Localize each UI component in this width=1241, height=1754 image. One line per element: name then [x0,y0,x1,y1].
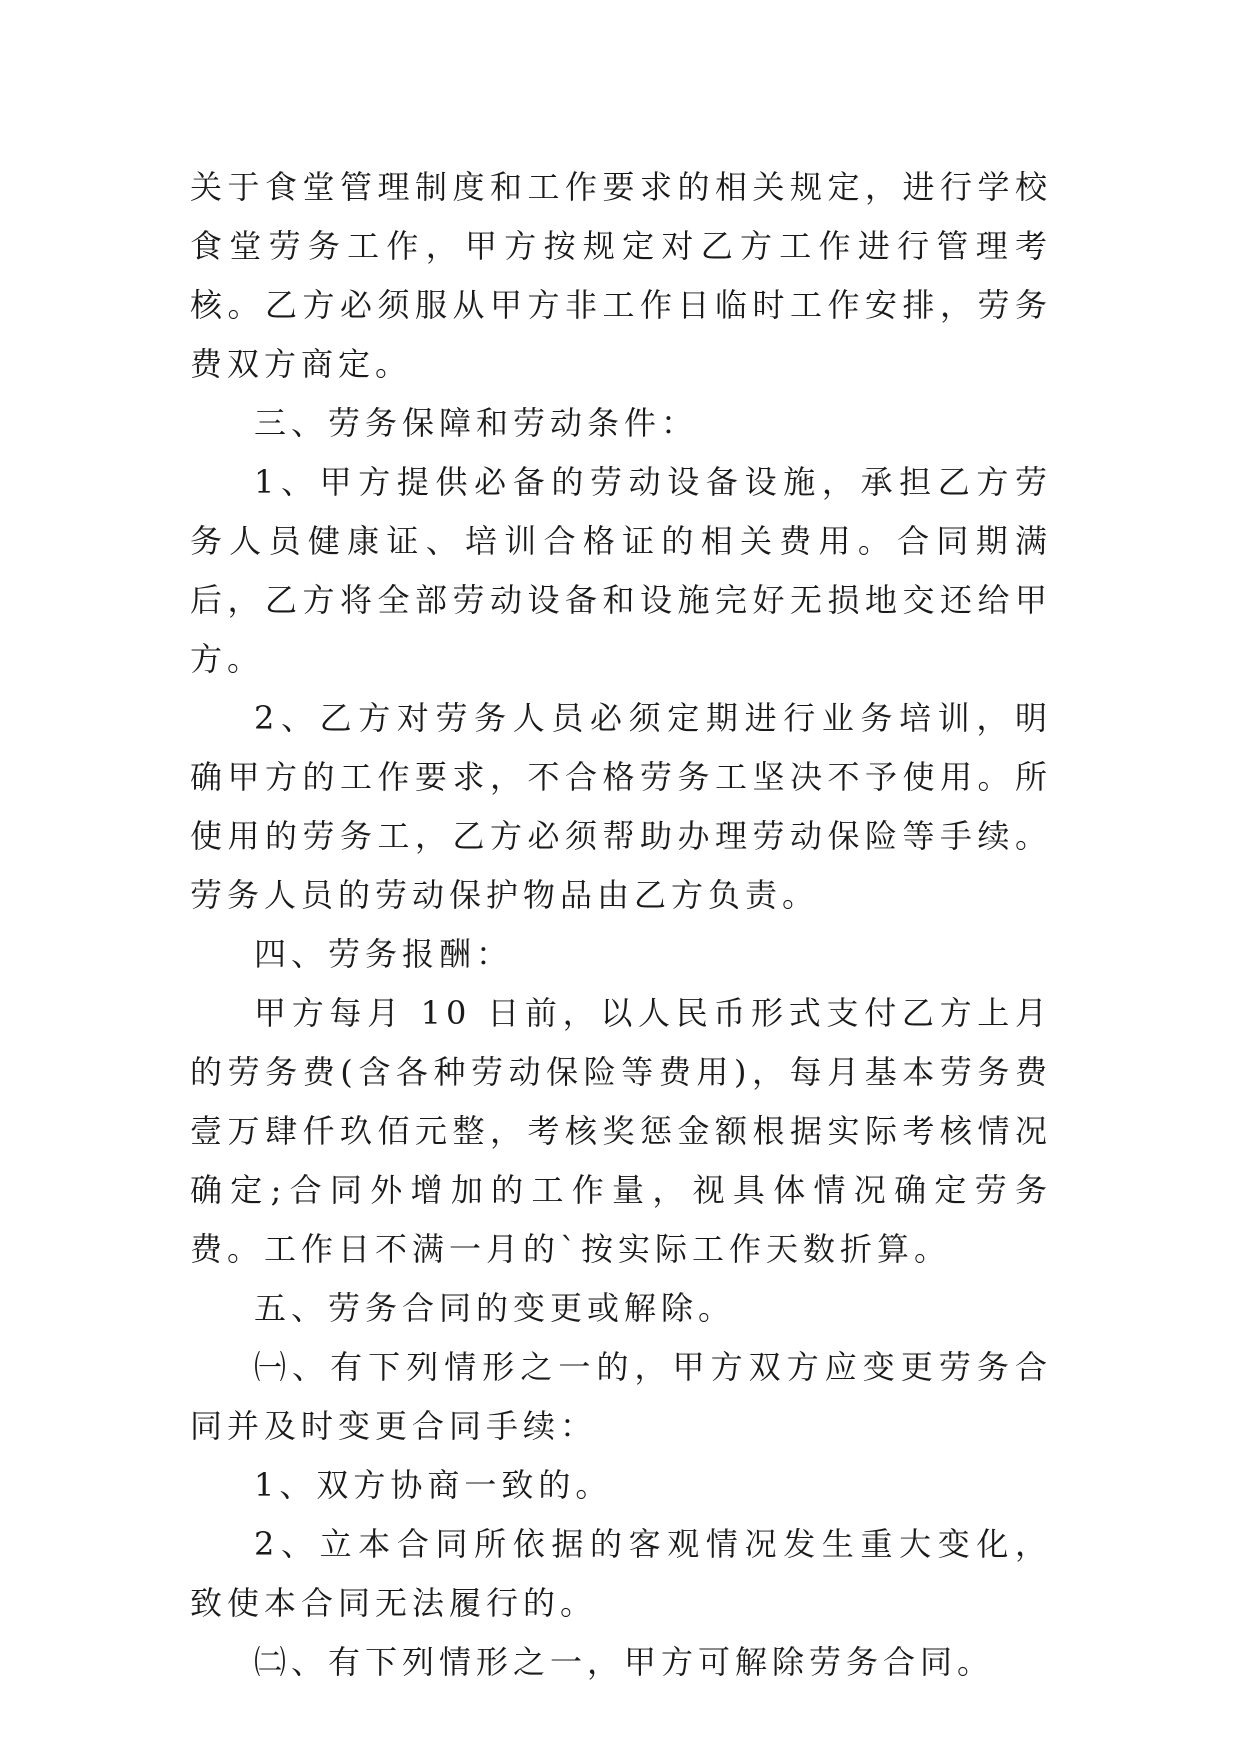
paragraph-clause-3-2: 2、乙方对劳务人员必须定期进行业务培训，明确甲方的工作要求，不合格劳务工坚决不予使用。所使用的劳务工，乙方必须帮助办理劳动保险等手续。劳务人员的劳动保护物品由乙方负责。 [190,699,1052,914]
paragraph-item-1: 1、双方协商一致的。 [254,1466,613,1504]
paragraph-item-2: 2、立本合同所依据的客观情况发生重大变化，致使本合同无法履行的。 [190,1525,1052,1622]
section-heading-4: 四、劳务报酬： [254,935,514,973]
document-body [190,158,1052,1692]
section-heading-5: 五、劳务合同的变更或解除。 [254,1289,736,1327]
section-heading-3: 三、劳务保障和劳动条件： [254,404,699,442]
paragraph-subsection-2: ㈡、有下列情形之一，甲方可解除劳务合同。 [254,1643,995,1681]
paragraph-subsection-1: ㈠、有下列情形之一的，甲方双方应变更劳务合同并及时变更合同手续： [190,1348,1052,1445]
paragraph-clause-3-1: 1、甲方提供必备的劳动设备设施，承担乙方劳务人员健康证、培训合格证的相关费用。合同期满后，乙方将全部劳动设备和设施完好无损地交还给甲方。 [190,463,1052,678]
paragraph-remuneration: 甲方每月 10 日前，以人民币形式支付乙方上月的劳务费(含各种劳动保险等费用)，每月基本劳务费壹万肆仟玖佰元整，考核奖惩金额根据实际考核情况确定;合同外增加的工作量，视具体情况确定劳务费。工作日不满一月的`按实际工作天数折算。 [190,994,1052,1268]
paragraph-continuation: 关于食堂管理制度和工作要求的相关规定，进行学校食堂劳务工作，甲方按规定对乙方工作进行管理考核。乙方必须服从甲方非工作日临时工作安排，劳务费双方商定。 [190,168,1052,383]
